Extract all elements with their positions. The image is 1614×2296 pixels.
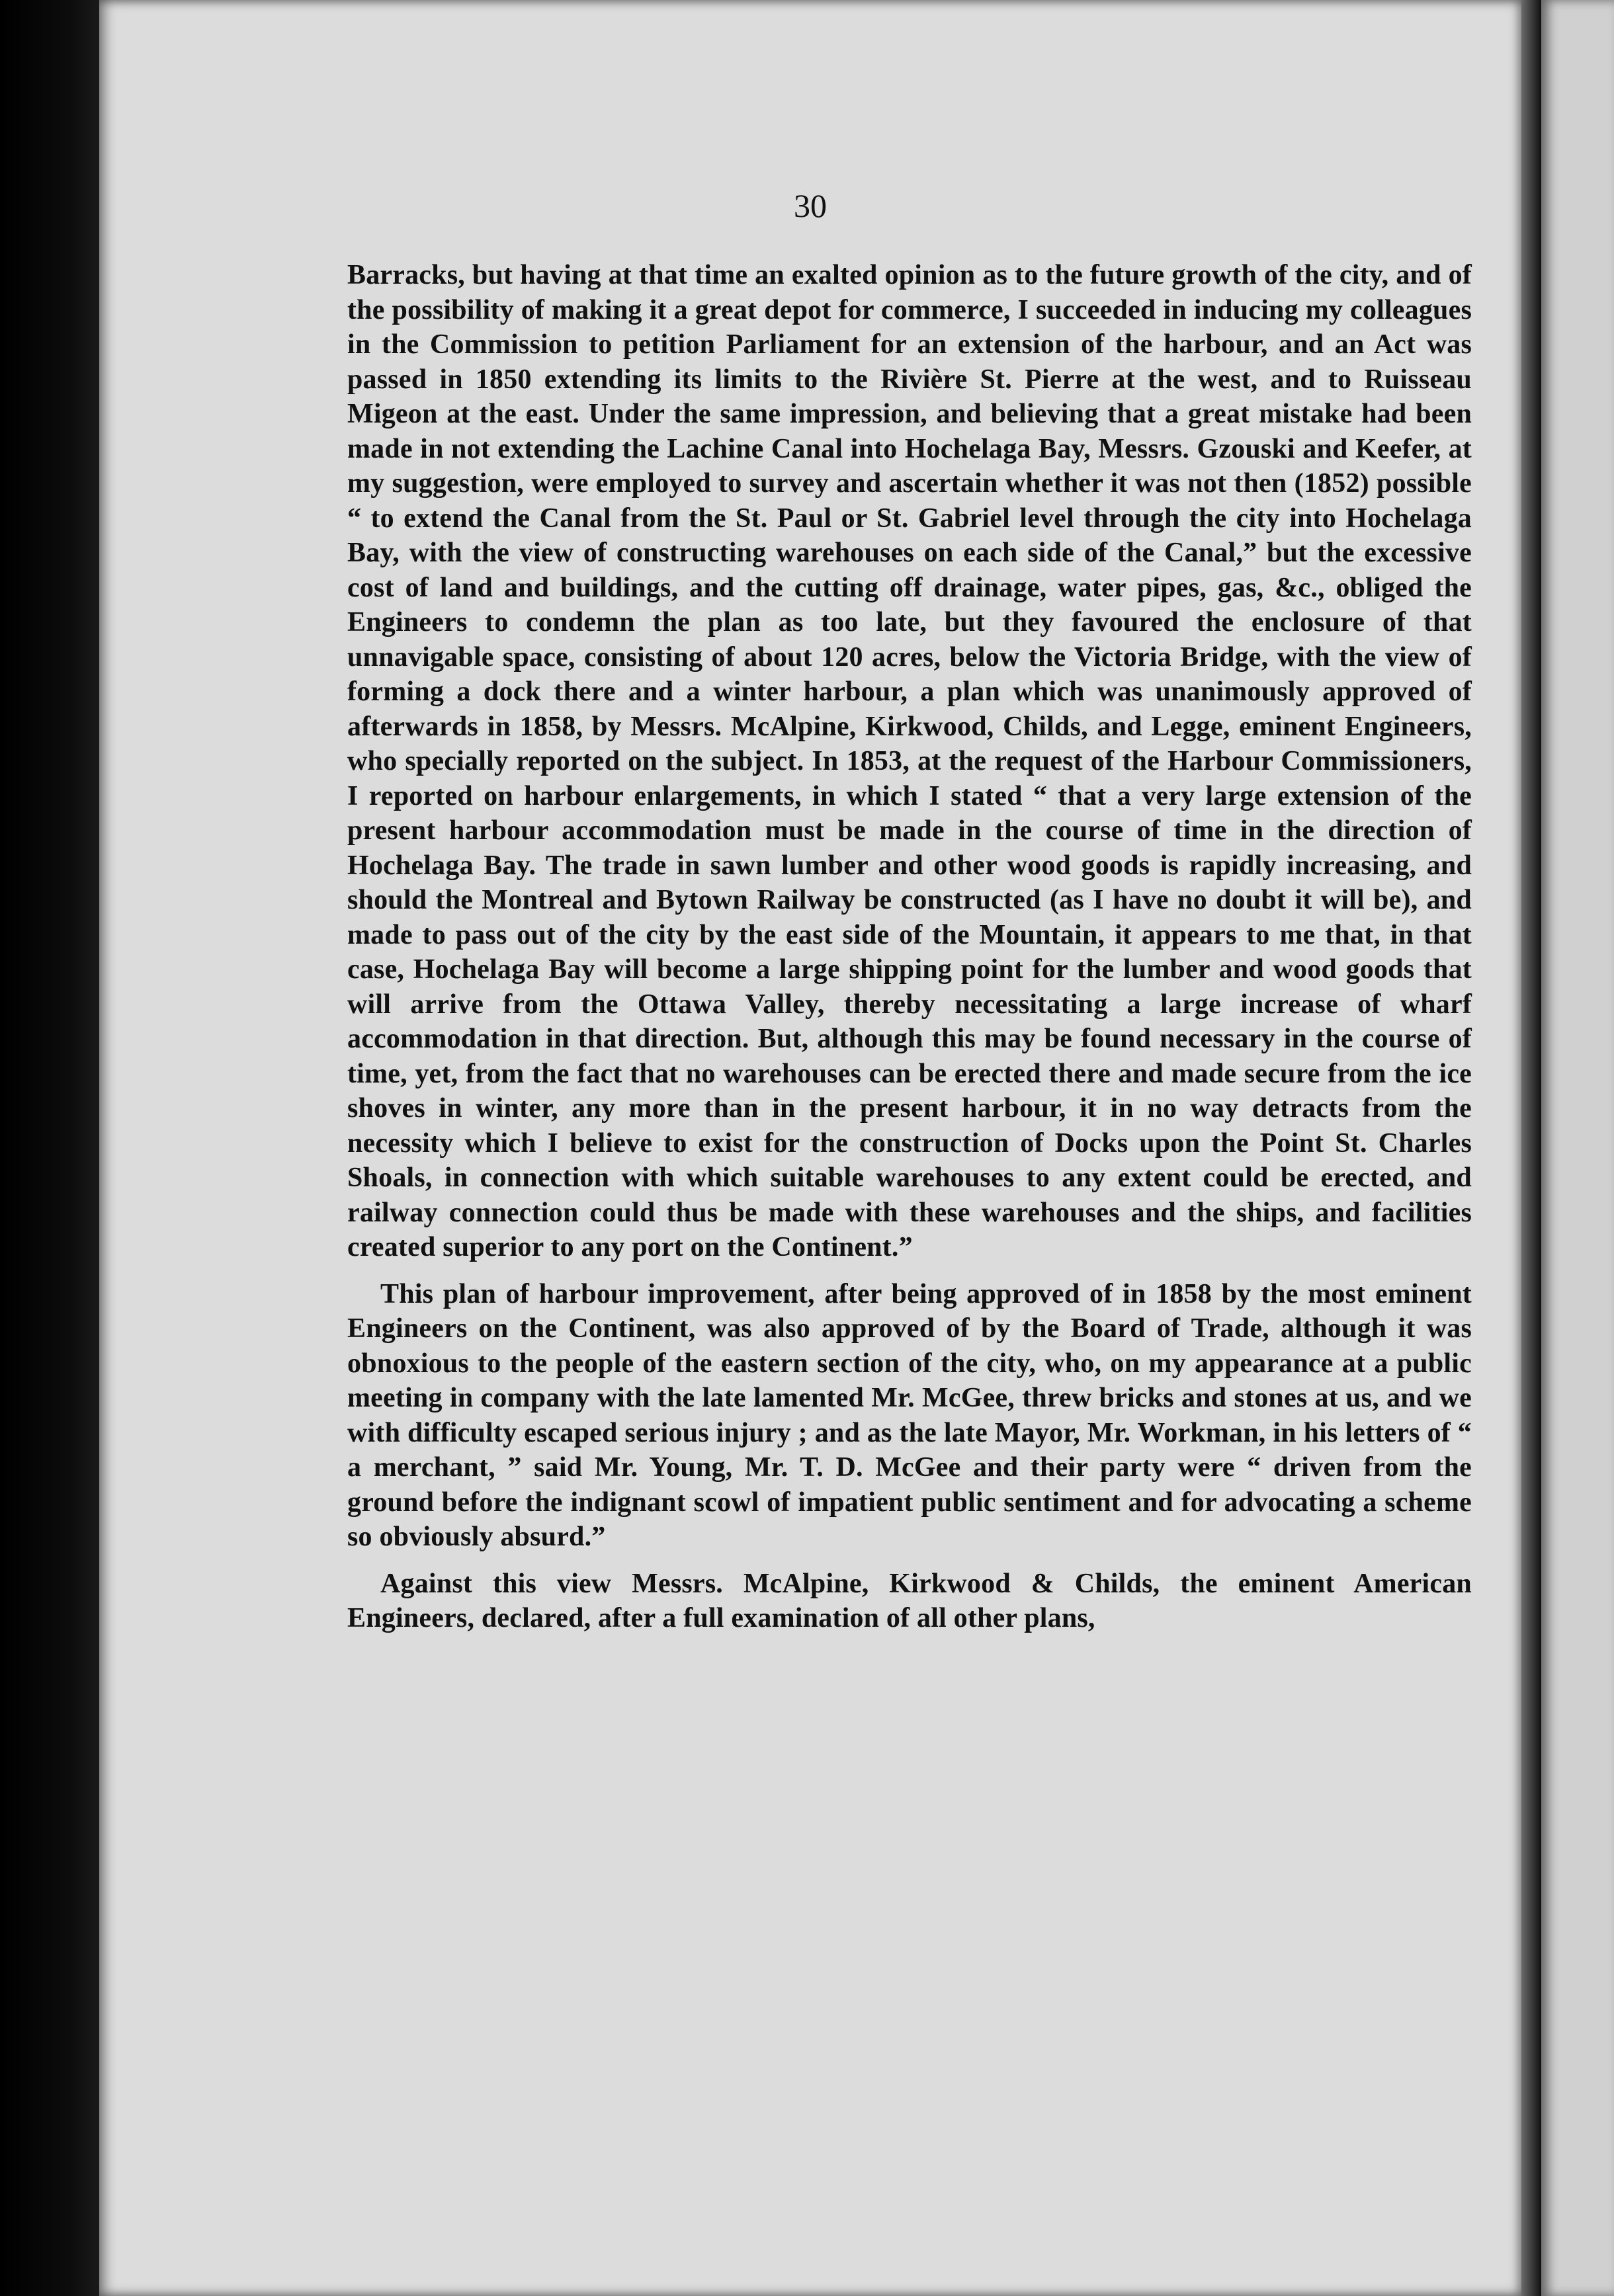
scanned-page: [99, 0, 1521, 2296]
book-spine-shadow: [0, 0, 99, 2296]
adjacent-page-edge: [1541, 0, 1614, 2296]
page-number: 30: [794, 187, 827, 224]
paragraph-1: Barracks, but having at that time an exalted opinion as to the future growth of the city, and of the possibility of making it a great depot for commerce, I succeeded in inducing my colleagues in the Commission to petition Parliament for an extension of the harbour, and an Act was passed in 1850 extending its limits to the Rivière St. Pierre at the west, and to Ruisseau Migeon at the east. Under the same impression, and believing that a great mistake had been made in not extending the Lachine Canal into Hochelaga Bay, Messrs. Gzouski and Keefer, at my suggestion, were employed to survey and ascertain whether it was not then (1852) possible “ to extend the Canal from the St. Paul or St. Gabriel level through the city into Hochelaga Bay, with the view of constructing warehouses on each side of the Canal,” but the excessive cost of land and buildings, and the cutting off drainage, water pipes, gas, &c., obliged the Engineers to condemn the plan as too late, but they favoured the enclosure of that unnavigable space, consisting of about 120 acres, below the Victoria Bridge, with the view of forming a dock there and a winter harbour, a plan which was unanimously approved of afterwards in 1858, by Messrs. McAlpine, Kirkwood, Childs, and Legge, eminent Engineers, who specially reported on the subject. In 1853, at the request of the Harbour Commissioners, I reported on harbour enlargements, in which I stated “ that a very large extension of the present harbour accommodation must be made in the course of time in the direction of Hochelaga Bay. The trade in sawn lumber and other wood goods is rapidly increasing, and should the Montreal and Bytown Railway be constructed (as I have no doubt it will be), and made to pass out of the city by the east side of the Mountain, it appears to me that, in that case, Hochelaga Bay will become a large shipping point for the lumber and wood goods that will arrive from the Ottawa Valley, thereby necessitating a large increase of wharf accommodation in that direction. But, although this may be found necessary in the course of time, yet, from the fact that no warehouses can be erected there and made secure from the ice shoves in winter, any more than in the present harbour, it in no way detracts from the necessity which I believe to exist for the construction of Docks upon the Point St. Charles Shoals, in connection with which suitable warehouses to any extent could be erected, and railway connection could thus be made with these warehouses and the ships, and facilities created superior to any port on the Continent.”: [347, 260, 1472, 1262]
paragraph-3: Against this view Messrs. McAlpine, Kirkwood & Childs, the eminent American Engineers, declared, after a full examination of all other plans,: [347, 1568, 1472, 1633]
body-text: [347, 258, 1472, 1636]
page-edge-shadow: [1521, 0, 1541, 2296]
paragraph-2: This plan of harbour improvement, after being approved of in 1858 by the most eminent Engineers on the Continent, was also approved of by the Board of Trade, although it was obnoxious to the people of the eastern section of the city, who, on my appearance at a public meeting in company with the late lamented Mr. McGee, threw bricks and stones at us, and we with difficulty escaped serious injury ; and as the late Mayor, Mr. Workman, in his letters of “ a merchant, ” said Mr. Young, Mr. T. D. McGee and their party were “ driven from the ground before the indignant scowl of impatient public sentiment and for advocating a scheme so obviously absurd.”: [347, 1278, 1472, 1552]
